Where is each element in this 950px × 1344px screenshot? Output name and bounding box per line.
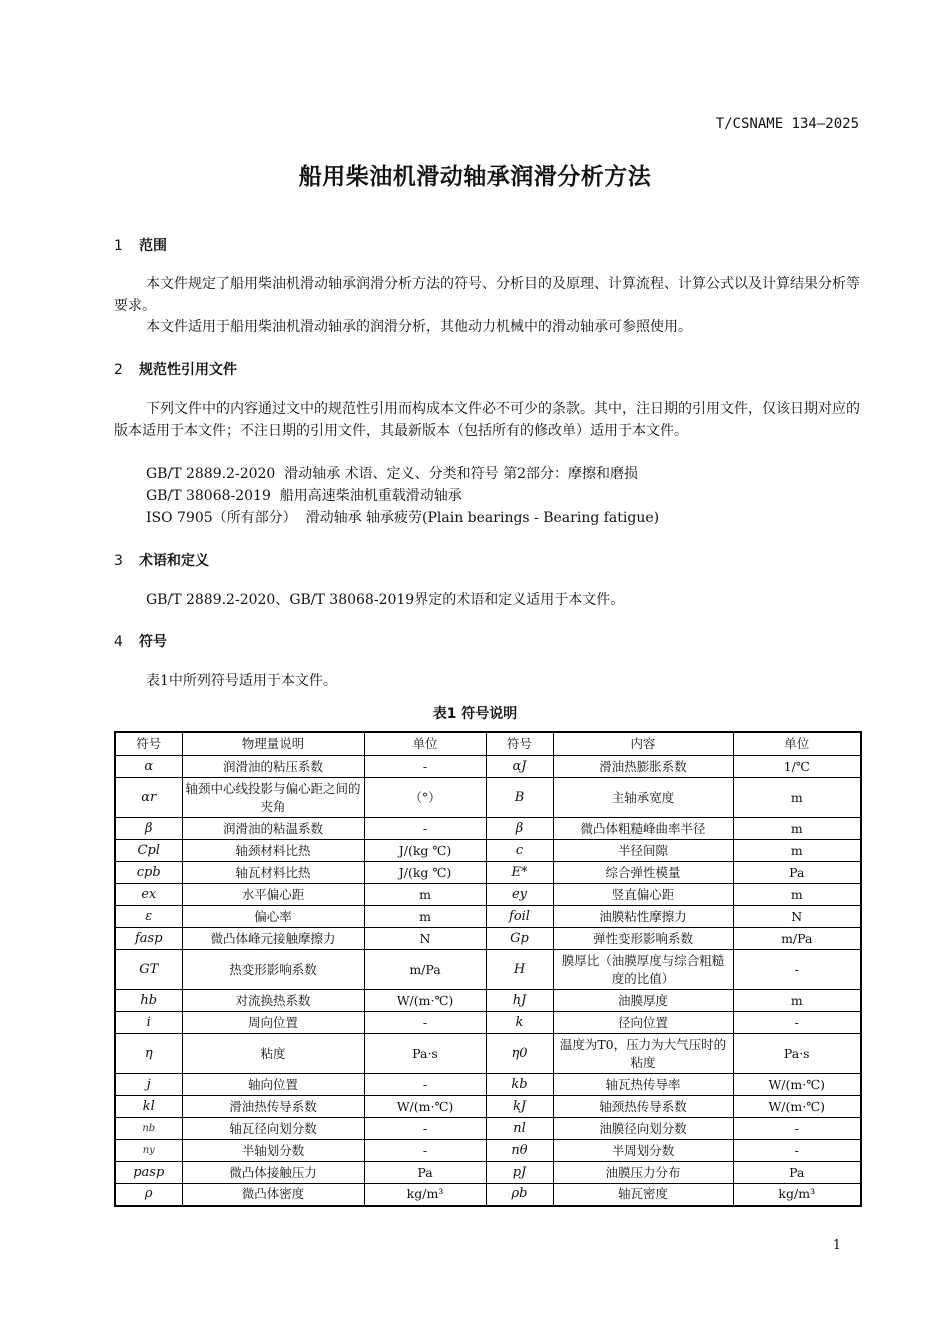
symbol-cell: k	[486, 1012, 553, 1034]
section-title: 符号	[139, 634, 167, 650]
unit-cell: Pa	[733, 862, 861, 884]
description-cell: 微凸体峰元接触摩擦力	[182, 928, 364, 950]
symbol-cell: E*	[486, 862, 553, 884]
unit-cell: kg/m³	[733, 1184, 861, 1206]
table-row	[115, 1118, 861, 1140]
description-cell: 偏心率	[182, 906, 364, 928]
symbol-cell: ρ	[115, 1184, 182, 1206]
symbol-cell: Cpl	[115, 840, 182, 862]
description-cell: 综合弹性模量	[553, 862, 733, 884]
table-row	[115, 756, 861, 778]
page-number: 1	[832, 1238, 841, 1253]
unit-cell: J/(kg ℃)	[364, 840, 486, 862]
symbol-cell: ey	[486, 884, 553, 906]
symbol-cell: nl	[486, 1118, 553, 1140]
symbol-cell: ε	[115, 906, 182, 928]
unit-cell: -	[733, 1012, 861, 1034]
symbol-cell: cpb	[115, 862, 182, 884]
description-cell: 半径间隙	[553, 840, 733, 862]
description-cell: 轴颈中心线投影与偏心距之间的夹角	[182, 778, 364, 818]
description-cell: 热变形影响系数	[182, 950, 364, 990]
description-cell: 轴瓦密度	[553, 1184, 733, 1206]
symbol-cell: αr	[115, 778, 182, 818]
description-cell: 半周划分数	[553, 1140, 733, 1162]
symbol-cell: ex	[115, 884, 182, 906]
description-cell: 对流换热系数	[182, 990, 364, 1012]
unit-cell: m	[364, 884, 486, 906]
unit-cell: Pa	[364, 1162, 486, 1184]
unit-cell: Pa·s	[364, 1034, 486, 1074]
unit-cell: m/Pa	[733, 928, 861, 950]
description-cell: 弹性变形影响系数	[553, 928, 733, 950]
description-cell: 温度为T0，压力为大气压时的粘度	[553, 1034, 733, 1074]
symbol-cell: nb	[115, 1118, 182, 1140]
symbol-cell: pasp	[115, 1162, 182, 1184]
description-cell: 轴颈材料比热	[182, 840, 364, 862]
symbol-cell: β	[486, 818, 553, 840]
symbol-cell: Gp	[486, 928, 553, 950]
unit-cell: -	[364, 756, 486, 778]
symbol-cell: foil	[486, 906, 553, 928]
header-cell: 单位	[733, 732, 861, 756]
section-number: 2	[114, 362, 123, 378]
description-cell: 膜厚比（油膜厚度与综合粗糙度的比值）	[553, 950, 733, 990]
table-row	[115, 1096, 861, 1118]
symbol-cell: i	[115, 1012, 182, 1034]
table-row	[115, 1162, 861, 1184]
section-heading-normative-references	[114, 359, 237, 379]
unit-cell: W/(m·℃)	[733, 1096, 861, 1118]
symbol-cell: η0	[486, 1034, 553, 1074]
symbol-cell: β	[115, 818, 182, 840]
reference-item: GB/T 38068-2019 船用高速柴油机重载滑动轴承	[146, 488, 462, 504]
unit-cell: m	[733, 990, 861, 1012]
description-cell: 油膜厚度	[553, 990, 733, 1012]
symbol-cell: αJ	[486, 756, 553, 778]
description-cell: 润滑油的粘温系数	[182, 818, 364, 840]
unit-cell: -	[364, 1140, 486, 1162]
description-cell: 润滑油的粘压系数	[182, 756, 364, 778]
symbol-cell: hb	[115, 990, 182, 1012]
description-cell: 轴瓦径向划分数	[182, 1118, 364, 1140]
description-cell: 轴颈热传导系数	[553, 1096, 733, 1118]
unit-cell: m	[733, 884, 861, 906]
section-title: 术语和定义	[139, 553, 209, 569]
symbol-cell: fasp	[115, 928, 182, 950]
symbol-cell: η	[115, 1034, 182, 1074]
table-row	[115, 1140, 861, 1162]
section-heading-symbols	[114, 631, 167, 651]
unit-cell: m	[733, 778, 861, 818]
unit-cell: -	[364, 1074, 486, 1096]
symbol-cell: nθ	[486, 1140, 553, 1162]
table-row	[115, 906, 861, 928]
symbol-cell: B	[486, 778, 553, 818]
unit-cell: -	[733, 950, 861, 990]
unit-cell: N	[733, 906, 861, 928]
section-number: 3	[114, 553, 123, 569]
unit-cell: kg/m³	[364, 1184, 486, 1206]
paragraph-terms: GB/T 2889.2-2020、GB/T 38068-2019界定的术语和定义适用于本文件。	[146, 592, 625, 608]
symbol-cell: ny	[115, 1140, 182, 1162]
paragraph-scope-1: 本文件规定了船用柴油机滑动轴承润滑分析方法的符号、分析目的及原理、计算流程、计算公式以及计算结果分析等要求。	[114, 276, 860, 314]
table-header-row	[115, 732, 861, 756]
description-cell: 水平偏心距	[182, 884, 364, 906]
standard-number: T/CSNAME 134—2025	[715, 116, 859, 132]
reference-item: GB/T 2889.2-2020 滑动轴承 术语、定义、分类和符号 第2部分：摩擦和磨损	[146, 466, 639, 482]
unit-cell: m	[733, 840, 861, 862]
description-cell: 微凸体密度	[182, 1184, 364, 1206]
reference-item: ISO 7905（所有部分） 滑动轴承 轴承疲劳(Plain bearings - Bearing fatigue)	[146, 510, 660, 526]
table-row	[115, 778, 861, 818]
symbol-cell: kb	[486, 1074, 553, 1096]
description-cell: 主轴承宽度	[553, 778, 733, 818]
header-cell: 物理量说明	[182, 732, 364, 756]
description-cell: 微凸体粗糙峰曲率半径	[553, 818, 733, 840]
description-cell: 滑油热传导系数	[182, 1096, 364, 1118]
table-caption: 表1 符号说明	[432, 706, 518, 722]
description-cell: 周向位置	[182, 1012, 364, 1034]
unit-cell: m	[364, 906, 486, 928]
section-heading-scope	[114, 235, 167, 255]
symbol-cell: H	[486, 950, 553, 990]
description-cell: 轴瓦材料比热	[182, 862, 364, 884]
unit-cell: W/(m·℃)	[364, 1096, 486, 1118]
section-heading-terms	[114, 550, 209, 570]
table-row	[115, 990, 861, 1012]
section-title: 规范性引用文件	[139, 362, 237, 378]
table-row	[115, 884, 861, 906]
paragraph-symbols: 表1中所列符号适用于本文件。	[146, 673, 337, 689]
header-cell: 符号	[486, 732, 553, 756]
description-cell: 油膜径向划分数	[553, 1118, 733, 1140]
description-cell: 微凸体接触压力	[182, 1162, 364, 1184]
section-number: 1	[114, 238, 123, 254]
symbol-cell: j	[115, 1074, 182, 1096]
unit-cell: W/(m·℃)	[364, 990, 486, 1012]
unit-cell: N	[364, 928, 486, 950]
description-cell: 粘度	[182, 1034, 364, 1074]
table-row	[115, 840, 861, 862]
description-cell: 油膜压力分布	[553, 1162, 733, 1184]
unit-cell: Pa·s	[733, 1034, 861, 1074]
section-title: 范围	[139, 238, 167, 254]
unit-cell: J/(kg ℃)	[364, 862, 486, 884]
document-title: 船用柴油机滑动轴承润滑分析方法	[298, 164, 652, 190]
unit-cell: -	[733, 1118, 861, 1140]
table-row	[115, 1034, 861, 1074]
unit-cell: m	[733, 818, 861, 840]
table-row	[115, 1012, 861, 1034]
symbol-cell: kl	[115, 1096, 182, 1118]
unit-cell: m/Pa	[364, 950, 486, 990]
header-cell: 单位	[364, 732, 486, 756]
unit-cell: -	[364, 1012, 486, 1034]
table-row	[115, 928, 861, 950]
unit-cell: （°）	[364, 778, 486, 818]
paragraph-scope-2: 本文件适用于船用柴油机滑动轴承的润滑分析，其他动力机械中的滑动轴承可参照使用。	[146, 319, 692, 335]
description-cell: 油膜粘性摩擦力	[553, 906, 733, 928]
unit-cell: Pa	[733, 1162, 861, 1184]
symbol-cell: α	[115, 756, 182, 778]
unit-cell: W/(m·℃)	[733, 1074, 861, 1096]
description-cell: 滑油热膨胀系数	[553, 756, 733, 778]
unit-cell: -	[364, 1118, 486, 1140]
description-cell: 半轴划分数	[182, 1140, 364, 1162]
table-row	[115, 818, 861, 840]
section-number: 4	[114, 634, 123, 650]
description-cell: 轴向位置	[182, 1074, 364, 1096]
table-row	[115, 862, 861, 884]
table-row	[115, 1184, 861, 1206]
symbol-cell: hJ	[486, 990, 553, 1012]
unit-cell: -	[364, 818, 486, 840]
header-cell: 内容	[553, 732, 733, 756]
paragraph-references-intro: 下列文件中的内容通过文中的规范性引用而构成本文件必不可少的条款。其中，注日期的引用文件，仅该日期对应的版本适用于本文件；不注日期的引用文件，其最新版本（包括所有的修改单）适用于本文件。	[114, 401, 860, 439]
unit-cell: 1/℃	[733, 756, 861, 778]
header-cell: 符号	[115, 732, 182, 756]
unit-cell: -	[733, 1140, 861, 1162]
symbols-table	[114, 731, 862, 1207]
table-body	[115, 756, 861, 1206]
description-cell: 径向位置	[553, 1012, 733, 1034]
symbol-cell: kJ	[486, 1096, 553, 1118]
symbol-cell: ρb	[486, 1184, 553, 1206]
table-row	[115, 1074, 861, 1096]
table-row	[115, 950, 861, 990]
symbol-cell: GT	[115, 950, 182, 990]
symbol-cell: pJ	[486, 1162, 553, 1184]
description-cell: 竖直偏心距	[553, 884, 733, 906]
symbol-cell: c	[486, 840, 553, 862]
description-cell: 轴瓦热传导率	[553, 1074, 733, 1096]
